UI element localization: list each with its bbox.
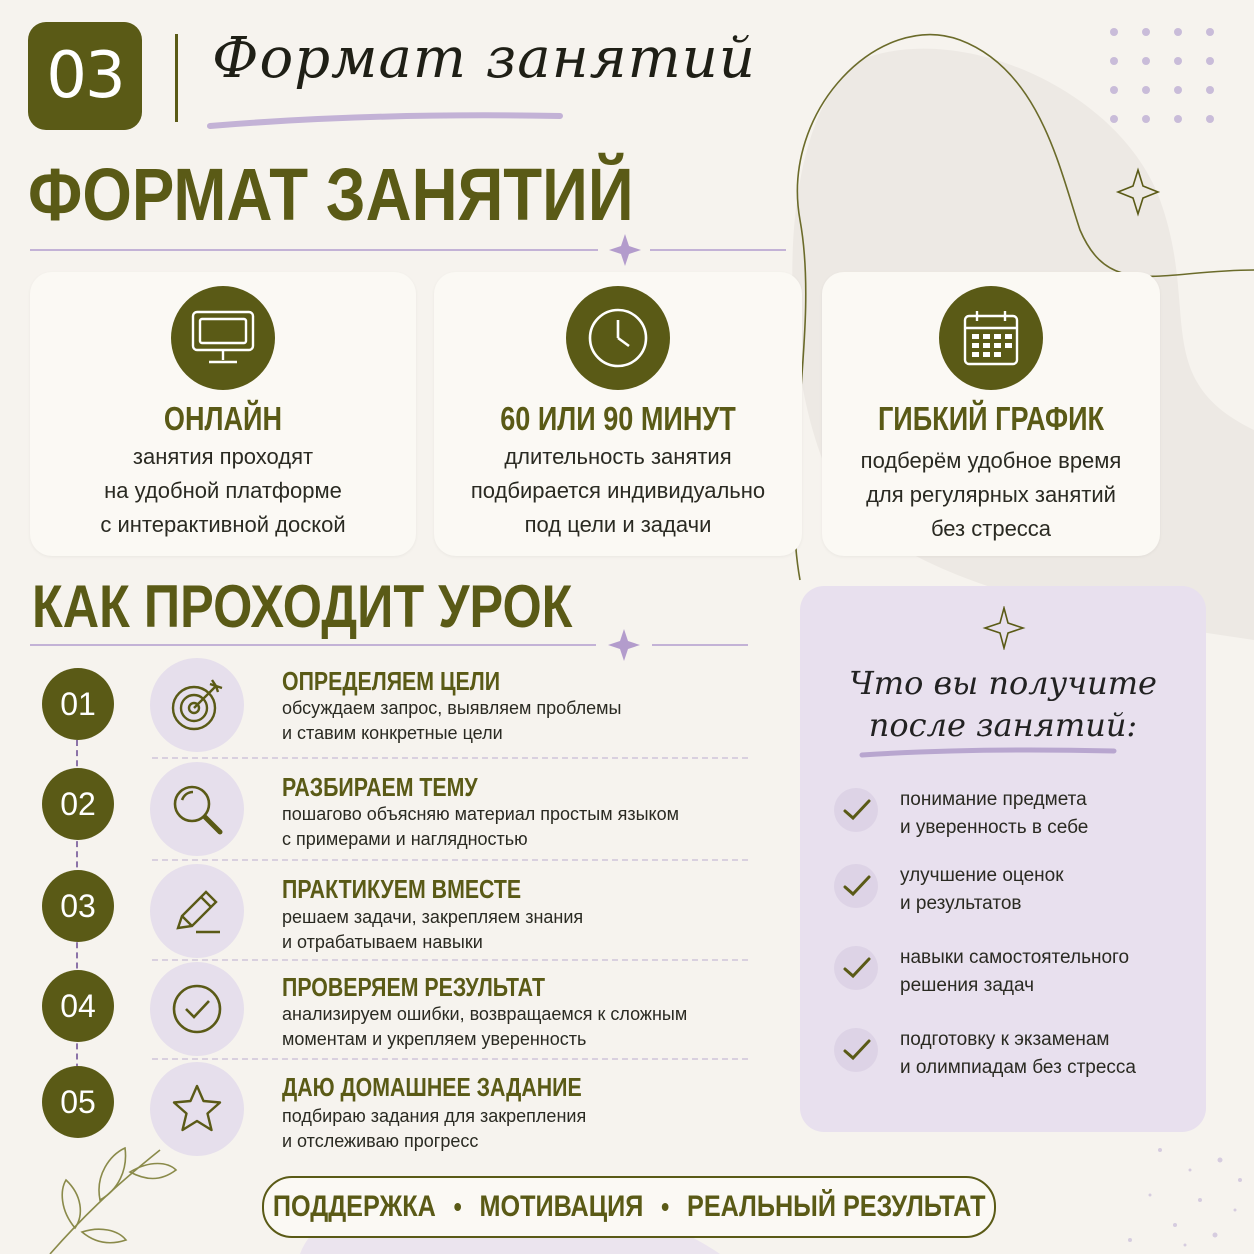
slogan-word: МОТИВАЦИЯ xyxy=(479,1190,644,1223)
results-panel xyxy=(800,586,1206,1132)
step-divider xyxy=(152,1058,748,1060)
step-number: 03 xyxy=(42,870,114,942)
target-icon xyxy=(150,658,244,752)
sparkle-icon xyxy=(609,234,641,266)
magnifier-icon xyxy=(150,762,244,856)
step-description: анализируем ошибки, возвращаемся к сложным моментам и укрепляем уверенность xyxy=(282,1004,688,1049)
heading-underline xyxy=(858,746,1118,760)
check-icon xyxy=(834,788,878,832)
result-text: улучшение оценок и результатов xyxy=(900,865,1064,914)
card-title: ОНЛАЙН xyxy=(163,400,283,437)
feature-card-duration xyxy=(434,272,802,556)
title-underline xyxy=(210,115,560,126)
clock-icon xyxy=(566,286,670,390)
step-title: ПРАКТИКУЕМ ВМЕСТЕ xyxy=(282,874,522,904)
section-title: КАК ПРОХОДИТ УРОК xyxy=(32,573,573,640)
card-title: ГИБКИЙ ГРАФИК xyxy=(877,400,1105,437)
result-item xyxy=(834,786,1194,850)
check-icon xyxy=(834,864,878,908)
result-text: подготовку к экзаменам и олимпиадам без стресса xyxy=(900,1029,1136,1078)
step-item xyxy=(0,864,760,964)
card-description: занятия проходят на удобной платформе с интерактивной доской xyxy=(100,444,346,537)
script-title: Формат занятий xyxy=(212,26,756,91)
feature-card-schedule xyxy=(822,272,1160,556)
header-separator xyxy=(175,34,178,122)
monitor-icon xyxy=(171,286,275,390)
sparkle-outline-icon xyxy=(982,606,1026,650)
step-divider xyxy=(152,859,748,861)
feature-card-online xyxy=(30,272,416,556)
step-number: 05 xyxy=(42,1066,114,1138)
step-title: ОПРЕДЕЛЯЕМ ЦЕЛИ xyxy=(282,666,501,696)
step-description: решаем задачи, закрепляем знания и отрабатываем навыки xyxy=(282,907,584,952)
result-text: навыки самостоятельного решения задач xyxy=(900,947,1130,996)
step-number: 02 xyxy=(42,768,114,840)
check-circle-icon xyxy=(150,962,244,1056)
page-title: ФОРМАТ ЗАНЯТИЙ xyxy=(28,153,634,236)
footer-slogan xyxy=(262,1176,996,1238)
step-item xyxy=(0,1062,760,1162)
step-description: обсуждаем запрос, выявляем проблемы и ставим конкретные цели xyxy=(282,698,622,743)
card-description: длительность занятия подбирается индивидуально под цели и задачи xyxy=(470,444,766,537)
pencil-icon xyxy=(150,864,244,958)
slogan-word: РЕАЛЬНЫЙ РЕЗУЛЬТАТ xyxy=(686,1190,986,1223)
card-description: подберём удобное время для регулярных занятий без стресса xyxy=(860,448,1122,541)
result-text: понимание предмета и уверенность в себе xyxy=(900,789,1089,838)
results-heading: Что вы получите после занятий: xyxy=(849,664,1157,744)
slogan-word: ПОДДЕРЖКА xyxy=(272,1190,436,1223)
dot-grid xyxy=(1110,28,1214,123)
step-number: 04 xyxy=(42,970,114,1042)
step-item xyxy=(0,658,760,758)
check-icon xyxy=(834,1028,878,1072)
step-description: подбираю задания для закрепления и отслеживаю прогресс xyxy=(282,1106,587,1151)
leaf-branch-icon xyxy=(50,1148,176,1254)
step-title: ПРОВЕРЯЕМ РЕЗУЛЬТАТ xyxy=(282,972,545,1002)
step-title: РАЗБИРАЕМ ТЕМУ xyxy=(282,772,478,802)
result-item xyxy=(834,944,1194,1008)
step-title: ДАЮ ДОМАШНЕЕ ЗАДАНИЕ xyxy=(282,1072,582,1102)
section-number-badge: 03 xyxy=(28,22,142,130)
step-divider xyxy=(152,959,748,961)
check-icon xyxy=(834,946,878,990)
result-item xyxy=(834,862,1194,926)
star-icon xyxy=(150,1062,244,1156)
bullet-dot xyxy=(454,1203,461,1211)
step-item xyxy=(0,762,760,862)
sparkle-icon xyxy=(608,629,640,661)
step-item xyxy=(0,962,760,1062)
step-description: пошагово объясняю материал простым языком с примерами и наглядностью xyxy=(282,804,680,849)
bullet-dot xyxy=(662,1203,669,1211)
card-title: 60 ИЛИ 90 МИНУТ xyxy=(500,400,736,437)
calendar-icon xyxy=(939,286,1043,390)
step-number: 01 xyxy=(42,668,114,740)
step-divider xyxy=(152,757,748,759)
result-item xyxy=(834,1026,1194,1090)
